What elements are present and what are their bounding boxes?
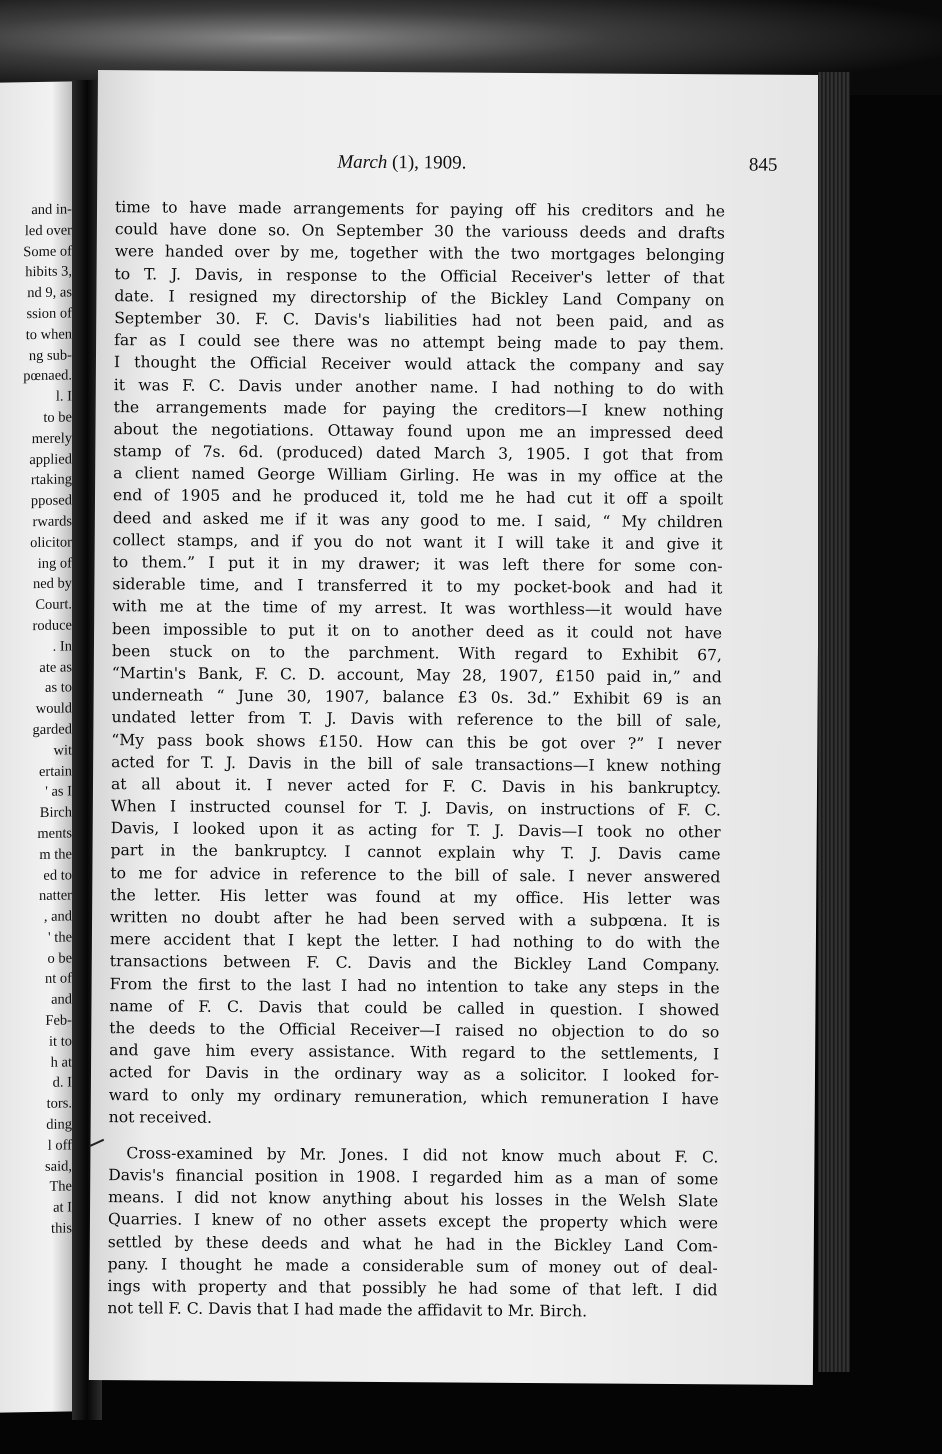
left-page-line: olicitor [30,534,72,551]
text-line: ward to only my ordinary remuneration, which remuneration I have [108,1085,719,1108]
text-line: September 30. F. C. Davis's liabilities had not been paid, and as [114,309,725,332]
left-page-line: nt of [45,970,72,988]
left-page-line: rtaking [30,471,72,489]
text-line: it was F. C. Davis under another name. I had nothing to do with [113,375,724,398]
text-line: the letter. His letter was found at my office. His letter was [110,885,721,909]
text-line: written no doubt after he had been served with a subpœna. It is [110,908,721,931]
left-page-line: d. I [52,1074,72,1092]
left-page-line: The [49,1178,72,1196]
right-page [89,70,822,1385]
text-line: not received. [108,1107,213,1127]
left-page-line: m the [39,846,72,863]
text-line: a client named George William Girling. He was in my office at the [113,464,724,487]
text-line: Cross-examined by Mr. Jones. I did not know much about F. C. [126,1144,719,1167]
text-line: been impossible to put it on to another deed as it could not have [112,619,723,642]
text-line: I thought the Official Receiver would attack the company and say [113,353,725,376]
left-page-line: merely [31,430,72,447]
left-page-line: ed to [43,866,72,884]
left-page-line: . In [52,638,72,655]
left-page-line: said, [45,1158,72,1175]
left-page-line: tors. [46,1095,72,1113]
left-page-line: and in- [31,201,72,219]
left-page-line: ' the [48,929,72,946]
text-line: underneath “ June 30, 1907, balance £3 0s. 3d.” Exhibit 69 is an [111,686,722,709]
text-line: Davis's financial position in 1908. I regarded him as a man of some [108,1166,719,1189]
text-line: transactions between F. C. Davis and the Bickley Land Company. [109,952,720,975]
left-page-line: this [51,1220,72,1237]
left-page-line: Birch [39,804,72,822]
left-page-line: Feb- [45,1012,72,1029]
text-line: could have done so. On September 30 the variouss deeds and drafts [114,220,725,243]
left-page-line: ertain [38,762,72,780]
left-page-line: applied [29,450,72,468]
left-page-line: hibits 3, [25,263,72,281]
text-line: and gave him every assistance. With regard to the settlements, I [109,1041,720,1064]
text-line: From the first to the last I had no intention to take any steps in the [109,974,720,997]
text-line: part in the bankruptcy. I cannot explain why T. J. Davis came [110,841,721,864]
text-line: far as I could see there was no attempt being made to pay them. [114,331,725,354]
pencil-margin-mark [89,1139,104,1147]
text-line: stamp of 7s. 6d. (produced) dated March 3, 1905. I got that from [113,442,724,465]
text-line: were handed over by me, together with the two mortgages belonging [114,242,725,265]
left-page-line: ned by [32,575,72,593]
left-page-line: natter [38,887,72,905]
cross-examination-paragraph [107,1142,718,1324]
left-page-line: roduce [32,617,72,635]
text-line: name of F. C. Davis that could be called in question. I showed [109,996,720,1020]
left-page-line: rwards [32,513,72,531]
left-page-line: l. I [55,388,72,405]
text-line: When I instructed counsel for T. J. Davis, on instructions of F. C. [110,797,721,820]
left-page-line: at I [53,1199,72,1216]
left-page-line: it to [49,1033,72,1050]
text-line: siderable time, and I transferred it to my pocket-book and had it [112,575,723,598]
text-line: acted for Davis in the ordinary way as a solicitor. I looked for- [108,1063,720,1086]
left-page-line: ing of [37,554,72,572]
text-line: Quarries. I knew of no other assets except the property which were [107,1210,719,1233]
left-page-line: ments [37,825,72,842]
left-page-line: Some of [23,242,72,260]
left-page-line: o be [47,950,72,967]
text-line: Davis, I looked upon it as acting for T. J. Davis—I took no other [110,819,721,842]
left-page-line: led over [24,222,72,240]
page-header [337,152,777,185]
text-line: acted for T. J. Davis in the bill of sale transactions—I knew nothing [111,752,722,776]
left-page-line: pposed [30,492,72,510]
text-line: to me for advice in reference to the bill of sale. I never answered [110,863,721,886]
left-page-line: ' as I [45,783,72,801]
text-line: to them.” I put it in my drawer; it was left there for some con- [112,553,723,576]
page-edges [818,72,850,1372]
text-line: means. I did not know anything about his losses in the Welsh Slate [108,1188,719,1211]
text-line: date. I resigned my directorship of the Bickley Land Company on [114,286,725,310]
testimony-paragraph [109,196,725,1132]
text-line: been stuck on to the parchment. With regard to Exhibit 67, [111,641,722,665]
left-page-line: ng sub- [28,346,72,364]
text-line: pany. I thought he made a considerable sum of money out of deal- [107,1254,718,1278]
left-page-text [0,199,72,1240]
left-page-line: wit [53,742,72,759]
text-line: undated letter from T. J. Davis with reference to the bill of sale, [111,708,722,731]
left-page-line: Court. [35,596,72,614]
text-line: with me at the time of my arrest. It was worthless—it would have [112,597,723,620]
left-facing-page [0,81,74,1412]
text-line: to T. J. Davis, in response to the Official Receiver's letter of that [114,264,725,287]
left-page-line: garded [32,721,72,738]
page-number: 845 [748,154,778,176]
left-page-line: h at [50,1054,72,1071]
left-page-line: pœnaed. [23,367,72,385]
text-line: time to have made arrangements for paying off his creditors and he [114,198,726,221]
left-page-line: ding [46,1116,72,1133]
left-page-line: to when [25,326,72,343]
left-page-line: would [35,700,72,718]
text-line: the deeds to the Official Receiver—I raised no objection to do so [109,1019,720,1042]
text-line: end of 1905 and he produced it, told me he had cut it off a spoilt [112,486,724,509]
left-page-line: nd 9, as [27,284,72,302]
text-line: ings with property and that possibly he had some of that left. I did [107,1277,718,1300]
text-line: deed and asked me if it was any good to me. I said, “ My children [112,508,723,531]
text-line: not tell F. C. Davis that I had made the affidavit to Mr. Birch. [107,1299,588,1321]
text-line: “My pass book shows £150. How can this be got over ?” I never [111,730,722,753]
text-line: collect stamps, and if you do not want it I will take it and give it [112,530,723,554]
text-line: at all about it. I never acted for F. C. Davis in his bankruptcy. [110,774,722,798]
text-line: about the negotiations. Ottaway found upon me an impressed deed [113,419,724,443]
page-body [107,196,725,1324]
text-line: settled by these deeds and what he had in the Bickley Land Com- [107,1232,718,1255]
text-line: mere accident that I kept the letter. I had nothing to do with the [109,930,720,953]
left-page-line: as to [45,679,72,697]
left-page-line: , and [43,908,72,925]
left-page-line: to be [43,409,72,426]
left-page-line: and [51,991,72,1009]
running-title [337,152,466,175]
left-page-line: ssion of [26,305,72,323]
left-page-line: l off [47,1137,72,1154]
text-line: “Martin's Bank, F. C. D. account, May 28, 1907, £150 paid in,” and [111,664,722,687]
left-page-line: ate as [39,658,72,676]
text-line: the arrangements made for paying the creditors—I knew nothing [113,397,724,421]
running-title-month: March [337,151,388,174]
running-title-date: (1), 1909. [387,152,467,174]
